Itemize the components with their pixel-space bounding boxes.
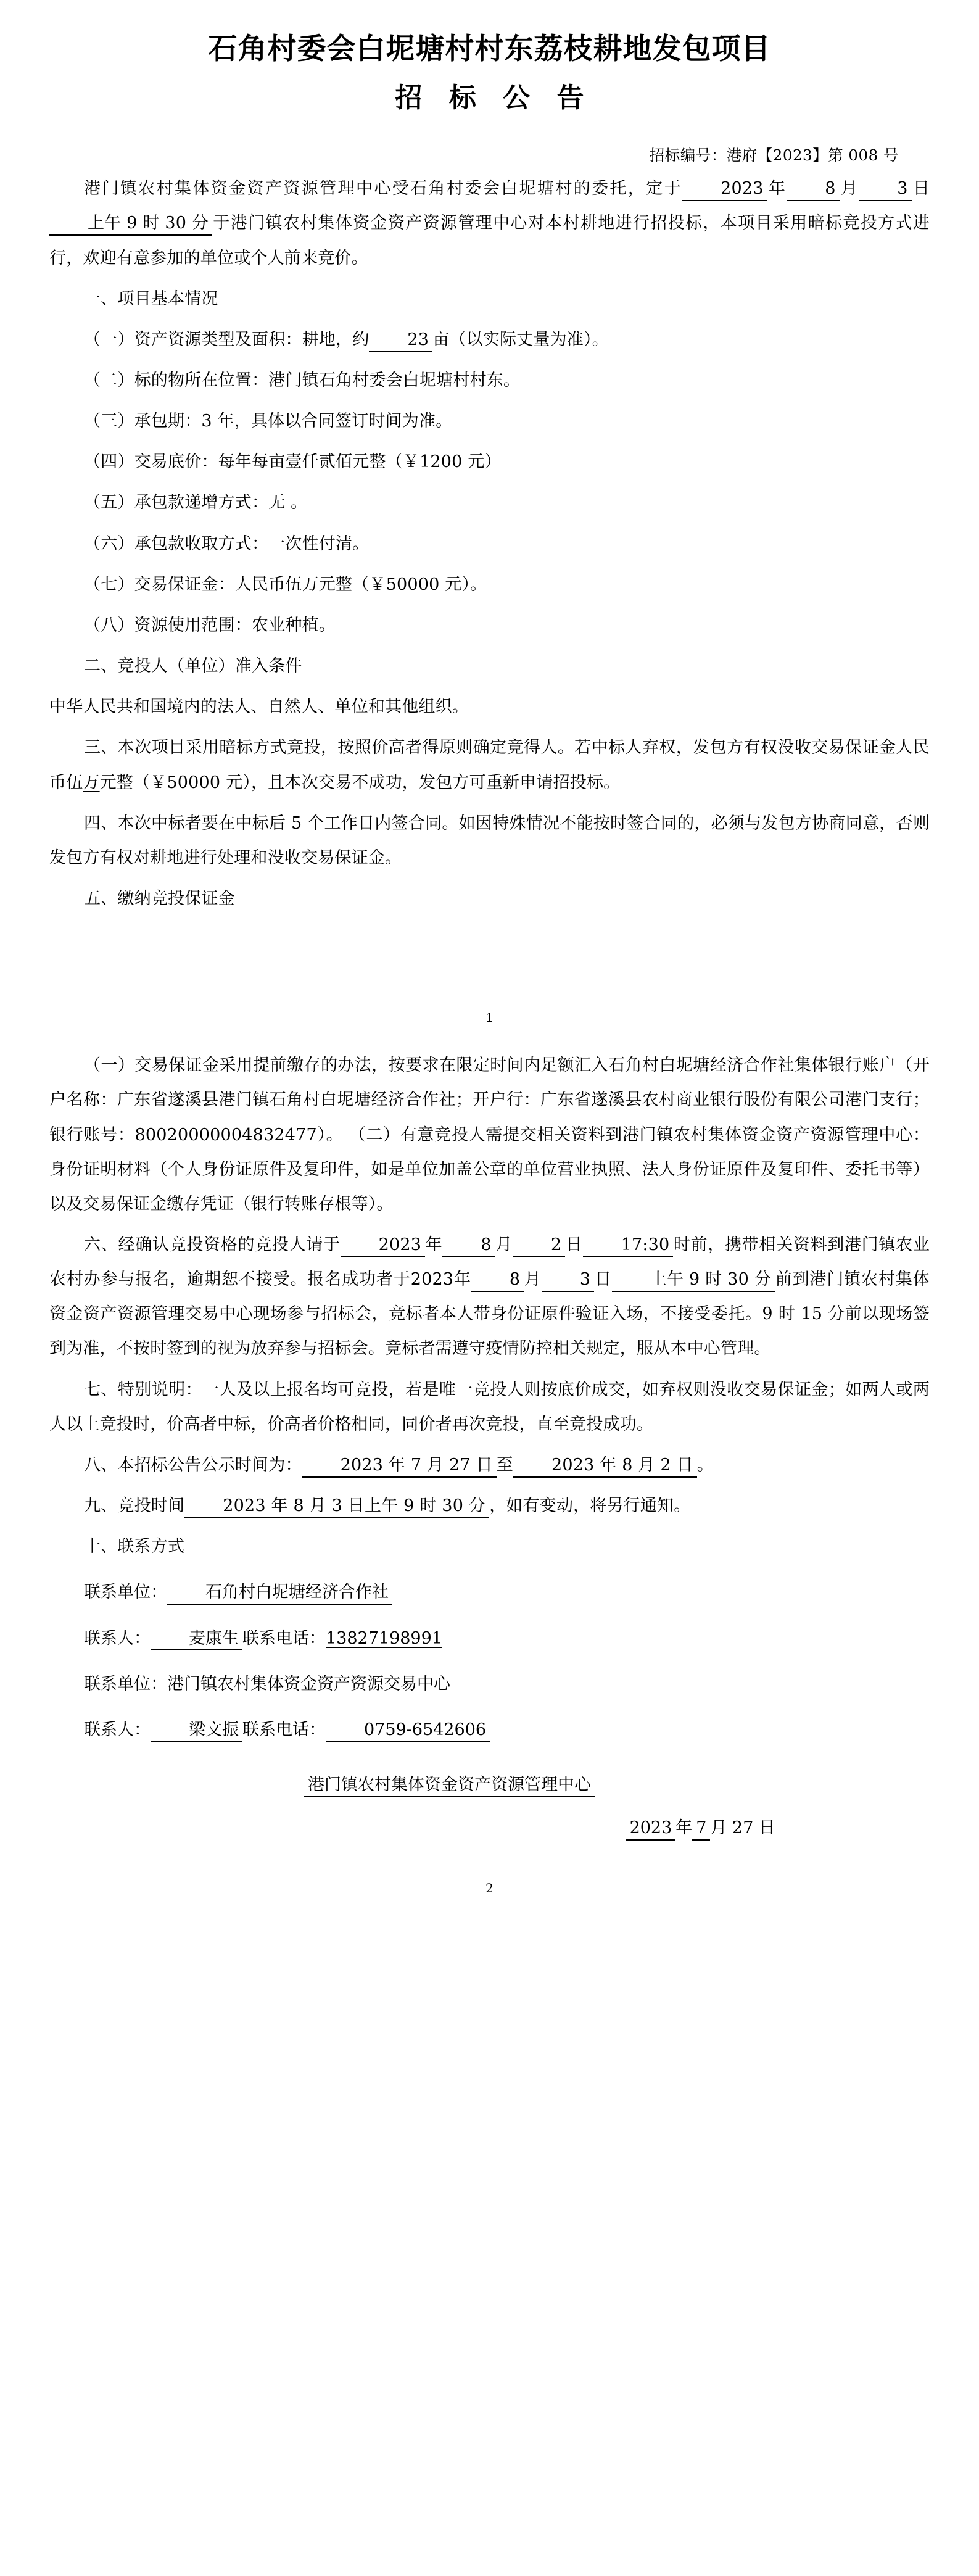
six-meet-time: 上午 9 时 30 分 [612, 1269, 775, 1292]
six-deadline-year-unit: 年 [425, 1235, 443, 1254]
section-two-heading: 二、竞投人（单位）准入条件 [84, 656, 302, 676]
contact-2-unit-value: 港门镇农村集体资金资产资源交易中心 [167, 1674, 450, 1694]
tender-number: 招标编号：港府【2023】第 008 号 [649, 146, 899, 165]
intro-month: 8 [787, 178, 839, 201]
contact-2-person-label: 联系人： [84, 1720, 151, 1739]
signature-date-year-unit: 年 [675, 1818, 693, 1838]
section-one-item-5: （五）承包款递增方式：无 。 [84, 493, 308, 513]
section-nine-prefix: 九、竞投时间 [84, 1496, 185, 1516]
section-three-underlined: 万 [83, 772, 100, 792]
six-meet-month: 8 [471, 1269, 524, 1292]
contact-2-person-value: 梁文振 [151, 1720, 242, 1742]
signature-date-year: 2023 [626, 1818, 676, 1841]
section-one-item-8: （八）资源使用范围：农业种植。 [84, 615, 336, 635]
contact-1-person-value: 麦康生 [151, 1628, 242, 1651]
contact-1-unit-value: 石角村白坭塘经济合作社 [167, 1582, 392, 1605]
six-deadline-month: 8 [442, 1235, 495, 1257]
contact-1-unit [49, 1575, 930, 1610]
document-sheet [0, 30, 979, 1897]
section-one-heading: 一、项目基本情况 [84, 289, 218, 309]
intro-paragraph [49, 172, 930, 275]
six-deadline-year: 2023 [341, 1235, 426, 1257]
contact-2-unit [49, 1667, 930, 1702]
contact-1-person-label: 联系人： [84, 1628, 151, 1648]
six-deadline-day-unit: 日 [565, 1235, 583, 1254]
contact-2-phone-label: 联系电话： [242, 1720, 326, 1739]
intro-year-unit: 年 [767, 179, 787, 199]
section-four-body: 四、本次中标者要在中标后 5 个工作日内签合同。如因特殊情况不能按时签合同的，必须与发包方协商同意，否则发包方有权对耕地进行处理和没收交易保证金。 [49, 813, 930, 868]
contact-2-phone-value: 0759-6542606 [326, 1720, 490, 1742]
item-1-prefix: （一）资产资源类型及面积：耕地，约 [84, 329, 370, 349]
signature-org-value: 港门镇农村集体资金资产资源管理中心 [304, 1775, 595, 1797]
section-eight-body [49, 1448, 930, 1483]
section-three-body [49, 731, 930, 800]
signature-date-month-unit: 月 27 日 [710, 1818, 775, 1838]
section-one-item-4: （四）交易底价：每年每亩壹仟贰佰元整（￥1200 元） [84, 452, 502, 472]
page-title: 石角村委会白坭塘村村东荔枝耕地发包项目 [208, 32, 771, 66]
section-eight-prefix: 八、本招标公告公示时间为： [84, 1455, 302, 1475]
six-meet-day: 3 [542, 1269, 594, 1292]
section-two-body: 中华人民共和国境内的法人、自然人、单位和其他组织。 [49, 697, 469, 717]
intro-part1: 港门镇农村集体资金资产资源管理中心受石角村委会白坭塘村的委托，定于 [84, 179, 683, 199]
signature-organization [49, 1768, 930, 1802]
section-one-item-1 [49, 323, 930, 357]
eight-suffix: 。 [696, 1455, 714, 1475]
nine-datetime: 2023 年 8 月 3 日上午 9 时 30 分 [184, 1496, 489, 1518]
section-one-item-3: （三）承包期：3 年，具体以合同签订时间为准。 [84, 412, 453, 431]
section-one-item-6: （六）承包款收取方式：一次性付清。 [84, 534, 370, 553]
intro-year: 2023 [682, 178, 767, 201]
page-two-number: 2 [485, 1881, 494, 1896]
footer-gap [49, 1845, 930, 1879]
section-three-part2: 元整（￥50000 元），且本次交易不成功，发包方可重新申请招投标。 [99, 772, 621, 792]
page-one-number: 1 [485, 1010, 494, 1025]
six-deadline-time: 17:30 [583, 1235, 674, 1257]
intro-day-unit: 日 [911, 179, 930, 199]
contact-2-unit-label: 联系单位： [84, 1674, 167, 1694]
section-six-prefix: 六、经确认竞投资格的竞投人请于 [84, 1235, 341, 1254]
six-meet-month-unit: 月 [524, 1270, 542, 1290]
item-1-area-value: 23 [369, 329, 432, 352]
contact-1-phone-label: 联系电话： [242, 1628, 326, 1648]
page-subtitle: 招 标 公 告 [395, 82, 593, 114]
item-1-suffix: 亩（以实际丈量为准）。 [432, 329, 609, 349]
eight-mid: 至 [496, 1455, 513, 1475]
section-one-item-2: （二）标的物所在位置：港门镇石角村委会白坭塘村村东。 [84, 371, 521, 391]
eight-end-date: 2023 年 8 月 2 日 [513, 1455, 697, 1478]
six-deadline-month-unit: 月 [495, 1235, 513, 1254]
section-six-body [49, 1228, 930, 1367]
section-ten-heading: 十、联系方式 [84, 1537, 185, 1557]
contact-2-person [49, 1713, 930, 1747]
section-nine-body [49, 1489, 930, 1523]
six-mid1: 时前，携带相关资料到港门镇农业农村办参与报名，逾期恕不接受。报名成功者于2023年 [49, 1235, 930, 1290]
signature-date [49, 1812, 930, 1845]
intro-day: 3 [859, 178, 911, 201]
contact-1-phone-value: 13827198991 [326, 1628, 442, 1648]
contact-1-unit-label: 联系单位： [84, 1583, 167, 1602]
document-page [0, 30, 979, 2576]
six-meet-day-unit: 日 [594, 1270, 612, 1290]
page-break-gap [49, 916, 930, 1009]
six-deadline-day: 2 [513, 1235, 565, 1257]
section-three-part1: 三、本次项目采用暗标方式竞投，按照价高者得原则确定竞得人。若中标人弃权，发包方有权没收交易保证金人民币伍 [49, 738, 930, 792]
page-two-top-gap [49, 1026, 930, 1042]
six-mid2: 前到港门镇农村集体资金资产资源管理交易中心现场参与招标会，竞标者本人带身份证原件验证入场，不接受委托。9 时 15 分前以现场签到为准，不按时签到的视为放弃参与招标会。竞标者需遵守疫情防控相关规定，服从本中心管理。 [49, 1270, 930, 1359]
eight-start-date: 2023 年 7 月 27 日 [302, 1455, 497, 1478]
section-five-heading: 五、缴纳竞投保证金 [84, 889, 235, 909]
signature-date-month: 7 [692, 1818, 710, 1841]
intro-part2: 于港门镇农村集体资金资产资源管理中心对本村耕地进行招投标，本项目采用暗标竞投方式进行，欢迎有意参加的单位或个人前来竞价。 [49, 213, 930, 268]
section-five-item-one: （一）交易保证金采用提前缴存的办法，按要求在限定时间内足额汇入石角村白坭塘经济合作社集体银行账户（开户名称：广东省遂溪县港门镇石角村白坭塘经济合作社；开户行：广东省遂溪县农村商业银行股份有限公司港门支行；银行账号：80020000004832477）。 （二）有意竞投人需提交相关资料到港门镇农村集体资金资产资源管理中心：身份证明材料（个人身份证原件及复印件，如是单位加盖公章的单位营业执照、法人身份证原件及复印件、委托书等）以及交易保证金缴存凭证（银行转账存根等）。 [49, 1056, 930, 1214]
section-one-item-7: （七）交易保证金：人民币伍万元整（￥50000 元）。 [84, 574, 487, 594]
section-seven-body: 七、特别说明：一人及以上报名均可竞投，若是唯一竞投人则按底价成交，如弃权则没收交易保证金；如两人或两人以上竞投时，价高者中标，价高者价格相同，同价者再次竞投，直至竞投成功。 [49, 1380, 930, 1434]
intro-time: 上午 9 时 30 分 [49, 213, 212, 236]
intro-month-unit: 月 [839, 179, 859, 199]
nine-suffix: ，如有变动，将另行通知。 [489, 1496, 691, 1516]
contact-1-person [49, 1621, 930, 1656]
